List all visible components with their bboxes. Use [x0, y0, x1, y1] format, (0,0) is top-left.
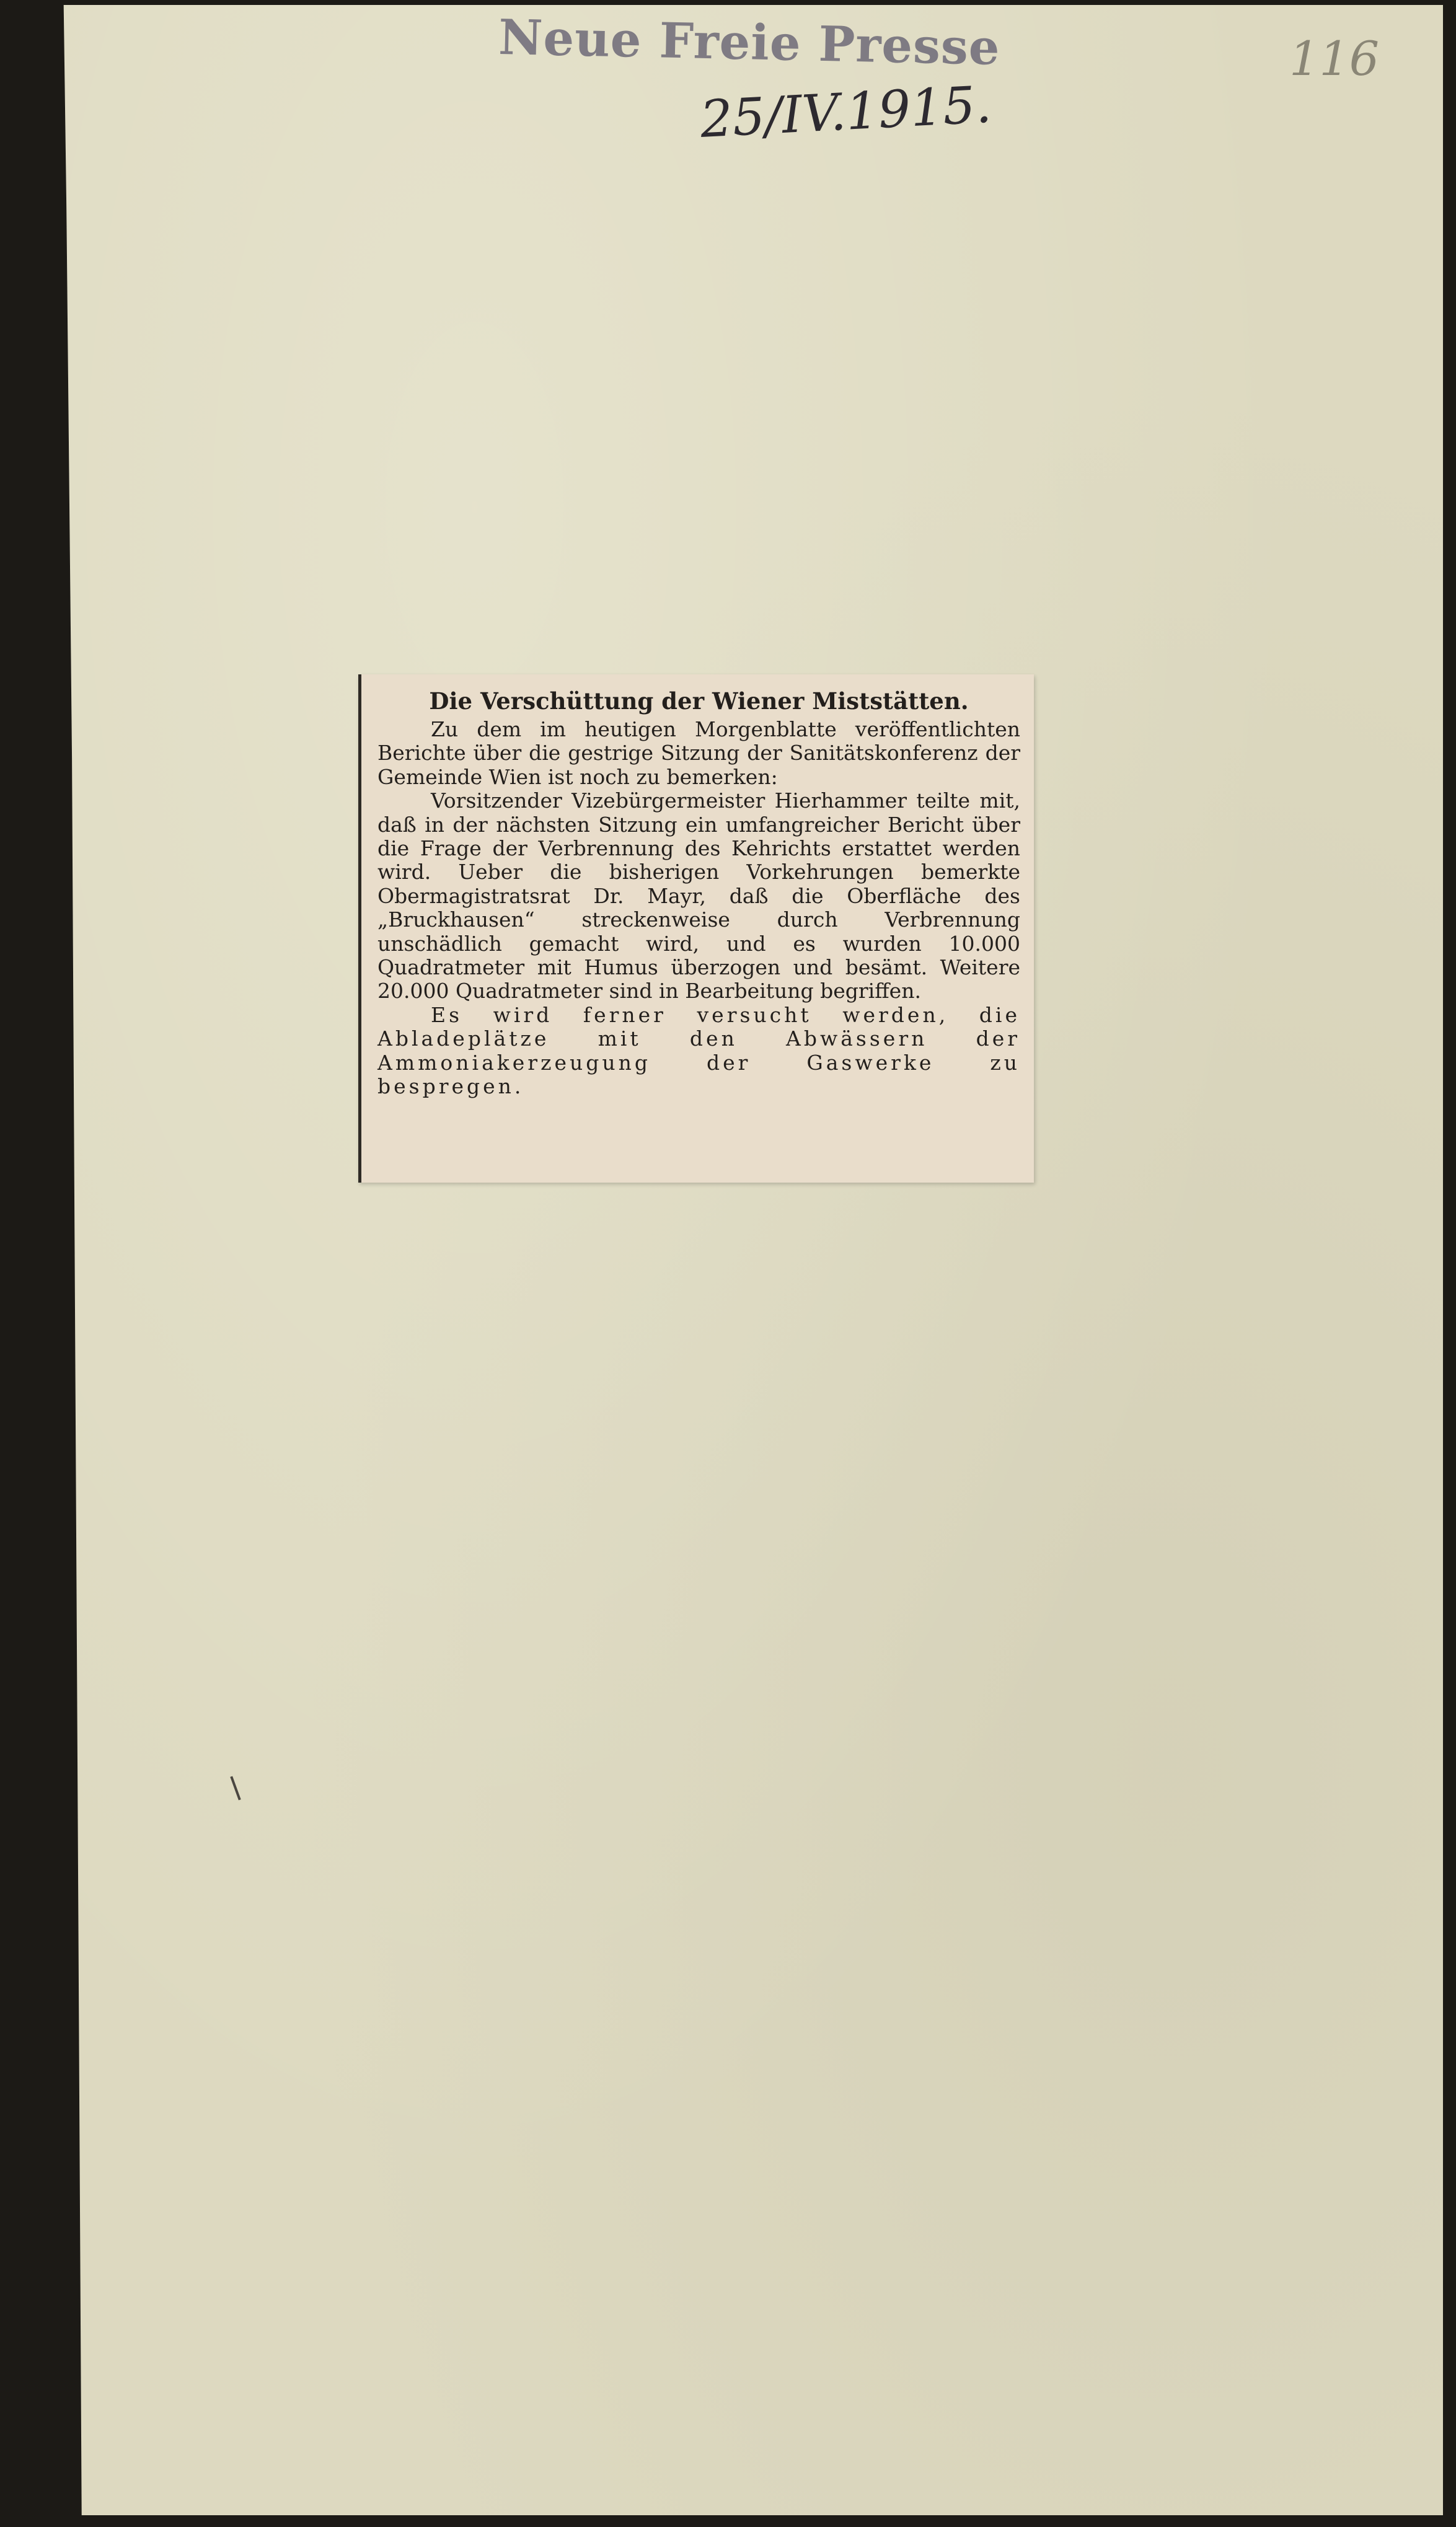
article-title: Die Verschüttung der Wiener Miststätten.	[429, 687, 969, 715]
archive-sheet	[60, 5, 1443, 2515]
newspaper-stamp: Neue Freie Presse	[498, 9, 1001, 76]
article-paragraph-3: Es wird ferner versucht werden, die Abladeplätze mit den Abwässern der Ammoniakerzeugung der Gaswerke zu bespregen.	[377, 1002, 1020, 1099]
article-paragraph-1: Zu dem im heutigen Morgenblatte veröffentlichten Berichte über die gestrige Sitzung der Sanitätskonferenz der Gemeinde Wien ist noch zu bemerken:	[377, 717, 1020, 789]
page-number: 116	[1289, 31, 1380, 86]
newspaper-clipping	[358, 674, 1034, 1183]
article-paragraph-2: Vorsitzender Vizebürgermeister Hierhammer teilte mit, daß in der nächsten Sitzung ein umfangreicher Bericht über die Frage der Verbrennung des Kehrichts erstattet werden wird. Ueber die bisherigen Vorkehrungen bemerkte Obermagistratsrat Dr. Mayr, daß die Oberfläche des „Bruckhausen“ streckenweise durch Verbrennung unschädlich gemacht wird, und es wurden 10.000 Quadratmeter mit Humus überzogen und besämt. Weitere 20.000 Quadratmeter sind in Bearbeitung begriffen.	[377, 788, 1020, 1003]
handwritten-date: 25/IV.1915.	[699, 75, 993, 149]
